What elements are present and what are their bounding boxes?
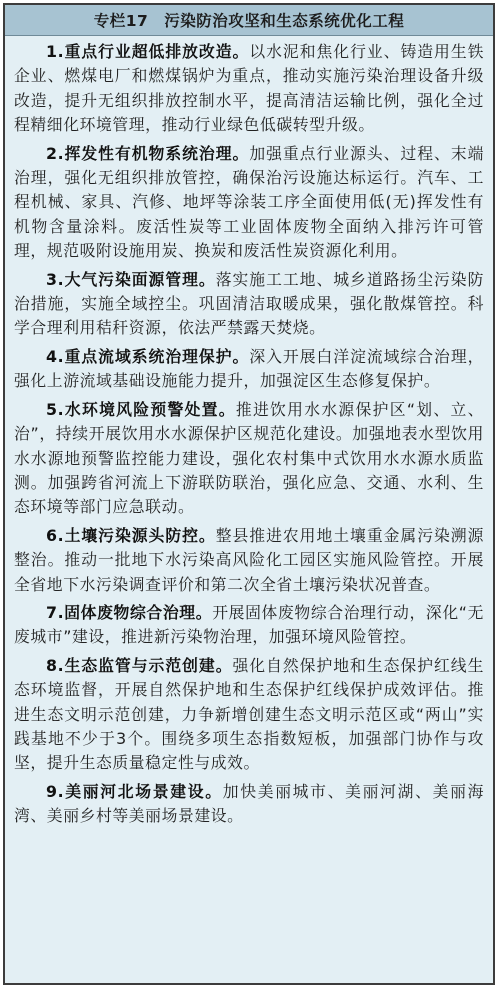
item-text: 加强重点行业源头、过程、末端治理，强化无组织排放管控，确保治污设施达标运行。汽车、工程机械、家具、汽修、地坪等涂装工序全面使用低(无)挥发性有机物含量涂料。废活性炭等工业固体废物全面纳入排污许可管理，规范吸附设施用炭、换炭和废活性炭资源化利用。 — [14, 143, 485, 261]
item-heading: 2.挥发性有机物系统治理。 — [46, 143, 250, 163]
item-text: 落实施工工地、城乡道路扬尘污染防治措施，实施全域控尘。巩固清洁取暖成果，强化散煤管控。科学合理利用秸秆资源，依法严禁露天焚烧。 — [14, 269, 484, 338]
project-item-3 — [14, 268, 484, 341]
project-item-1 — [14, 40, 484, 138]
column-number: 专栏17 — [93, 12, 149, 30]
column-content — [5, 36, 493, 829]
project-item-9 — [14, 780, 484, 829]
column-header — [5, 5, 493, 36]
item-text: 推进饮用水水源保护区“划、立、治”，持续开展饮用水水源保护区规范化建设。加强地表水型饮用水水源地预警监控能力建设，强化农村集中式饮用水水源水质监测。加强跨省河流上下游联防联治，强化应急、交通、水利、生态环境等部门应急联动。 — [14, 399, 484, 517]
item-text: 深入开展白洋淀流域综合治理，强化上游流域基础设施能力提升，加强淀区生态修复保护。 — [14, 346, 485, 391]
item-heading: 9.美丽河北场景建设。 — [46, 781, 223, 801]
project-item-4 — [14, 345, 484, 394]
item-text: 整县推进农用地土壤重金属污染溯源整治。推动一批地下水污染高风险化工园区实施风险管控。开展全省地下水污染调查评价和第二次全省土壤污染状况普查。 — [14, 525, 484, 594]
item-text: 强化自然保护地和生态保护红线生态环境监督，开展自然保护地和生态保护红线保护成效评估。推进生态文明示范创建，力争新增创建生态文明示范区或“两山”实践基地不少于3个。围绕多项生态指数短板，加强部门协作与攻坚，提升生态质量稳定性与成效。 — [14, 655, 484, 773]
item-heading: 4.重点流域系统治理保护。 — [46, 346, 250, 366]
project-item-2 — [14, 142, 484, 264]
item-text: 开展固体废物综合治理行动，深化“无废城市”建设，推进新污染物治理，加强环境风险管控。 — [14, 602, 484, 647]
item-heading: 8.生态监管与示范创建。 — [46, 655, 233, 675]
column-title: 污染防治攻坚和生态系统优化工程 — [164, 12, 405, 30]
item-heading: 3.大气污染面源管理。 — [46, 269, 216, 289]
item-heading: 6.土壤污染源头防控。 — [46, 525, 216, 545]
item-heading: 5.水环境风险预警处置。 — [46, 399, 236, 419]
item-heading: 7.固体废物综合治理。 — [46, 602, 213, 622]
project-item-8 — [14, 654, 484, 776]
item-text: 加快美丽城市、美丽河湖、美丽海湾、美丽乡村等美丽场景建设。 — [14, 781, 484, 826]
project-item-6 — [14, 524, 484, 597]
project-item-5 — [14, 398, 484, 520]
item-text: 以水泥和焦化行业、铸造用生铁企业、燃煤电厂和燃煤锅炉为重点，推动实施污染治理设备升级改造，提升无组织排放控制水平，提高清洁运输比例，强化全过程精细化环境管理，推动行业绿色低碳转型升级。 — [14, 42, 485, 135]
project-item-7 — [14, 601, 484, 650]
item-heading: 1.重点行业超低排放改造。 — [46, 42, 250, 61]
column-box — [3, 3, 495, 985]
